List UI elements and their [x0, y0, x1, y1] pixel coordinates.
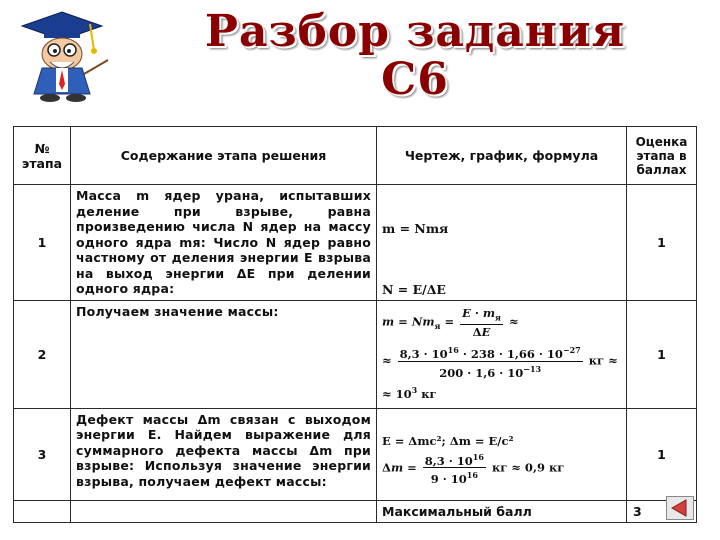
- table-footer-row: [14, 500, 697, 522]
- table-row: [14, 185, 697, 301]
- row-2-formulas: [377, 300, 627, 408]
- row-1-formula-2: N = E/ΔE: [382, 281, 446, 297]
- title-line-2: С6: [381, 54, 449, 105]
- header-drawing: Чертеж, график, формула: [377, 127, 627, 185]
- row-1-text: Масса m ядер урана, испытавших деление при взрыве, равна произведению числа N ядер на массу одного ядра mя: Число N ядер равно частному от деления энергии E взрыва на выход энергии ΔE при делении одного ядра:: [71, 185, 377, 301]
- table-header-row: [14, 127, 697, 185]
- row-2-score: 1: [627, 300, 697, 408]
- row-1-score: 1: [627, 185, 697, 301]
- footer-max-score: 3: [627, 500, 697, 522]
- row-3-score: 1: [627, 408, 697, 500]
- footer-max-label: Максимальный балл: [377, 500, 627, 522]
- row-2-formula-line-2: ≈ $\frac{8,3 \cdot 10^{16} \cdot 238 \cdot 1,66 \cdot 10^{-27}}{200 \cdot 1,6 \cdot 10^{-13}}$ кг ≈: [382, 344, 618, 380]
- header-stage: № этапа: [14, 127, 71, 185]
- row-2-number: 2: [14, 300, 71, 408]
- table-row: [14, 408, 697, 500]
- row-1-formula-1: m = Nmя: [382, 221, 449, 236]
- title-line-1: Разбор задания: [204, 6, 626, 57]
- professor-mascot-icon: [14, 4, 110, 104]
- row-3-formulas: [377, 408, 627, 500]
- row-3-formula-1: E = Δmc²; Δm = E/c²: [382, 433, 514, 448]
- back-arrow-icon[interactable]: [666, 496, 694, 520]
- row-3-text: Дефект массы Δm связан с выходом энергии E. Найдем выражение для суммарного дефекта массы Δm при взрыве: Используя значение энергии взрыва, получаем дефект массы:: [71, 408, 377, 500]
- header-content: Содержание этапа решения: [71, 127, 377, 185]
- row-3-formula-line-2: Δm = $\frac{8,3 \cdot 10^{16}}{9 \cdot 10^{16}}$ кг ≈ 0,9 кг: [382, 451, 565, 487]
- footer-empty-1: [14, 500, 71, 522]
- row-1-formulas: [377, 185, 627, 301]
- row-3-number: 3: [14, 408, 71, 500]
- row-2-formula-line-3: ≈ $10^3$ кг: [382, 385, 437, 402]
- row-2-text: Получаем значение массы:: [71, 300, 377, 408]
- header-score: Оценка этапа в баллах: [627, 127, 697, 185]
- row-2-formula-line-1: $m = Nm_я$ = $\frac{E \cdot m_я}{\Delta E}$ ≈: [382, 305, 519, 339]
- solution-table: [13, 126, 697, 523]
- row-1-number: 1: [14, 185, 71, 301]
- page-title: [200, 8, 630, 104]
- table-row: [14, 300, 697, 408]
- footer-empty-2: [71, 500, 377, 522]
